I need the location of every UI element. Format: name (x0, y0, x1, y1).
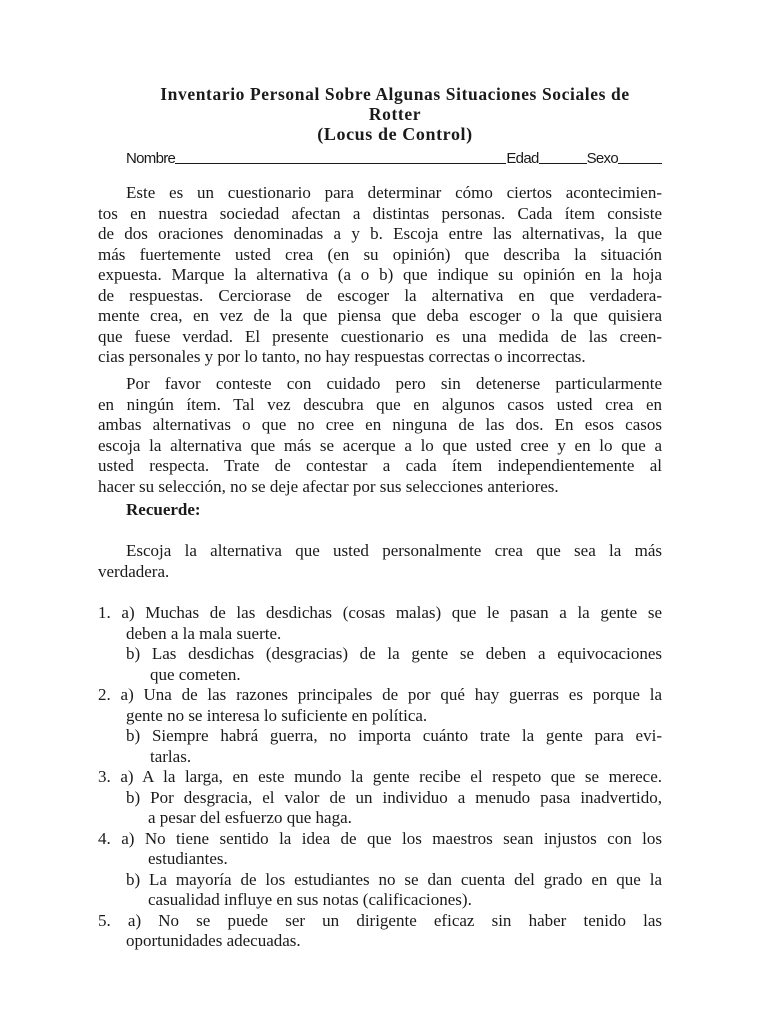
nombre-label: Nombre (126, 150, 176, 167)
intro-line: más fuertemente usted crea (en su opinión) que describa la situación (98, 244, 662, 264)
questionnaire-item-line (98, 911, 662, 932)
intro-line: ambas alternativas o que no cree en ninguna de las dos. En esos casos (98, 415, 662, 434)
questionnaire-item-line (98, 747, 662, 768)
respondent-fields (126, 147, 662, 167)
instruction-line: verdadera. (98, 561, 170, 581)
questionnaire-item-text: estudiantes. (148, 849, 228, 868)
questionnaire-item-line (98, 767, 662, 788)
edad-blank[interactable] (539, 149, 587, 164)
intro-line: Este es un cuestionario para determinar cómo ciertos acontecimien- (126, 183, 662, 202)
intro-line: tos en nuestra sociedad afectan a distintas personas. Cada ítem consiste (98, 203, 662, 223)
questionnaire-item-line (98, 849, 662, 870)
questionnaire-item-line (98, 665, 662, 686)
questionnaire-item-line (98, 931, 662, 952)
questionnaire-item-line (98, 808, 662, 829)
questionnaire-item-text: b) Por desgracia, el valor de un individuo a menudo pasa inadvertido, (126, 787, 662, 807)
document-title-line-2: Rotter (368, 104, 422, 124)
questionnaire-item-text: b) La mayoría de los estudiantes no se dan cuenta del grado en que la (126, 869, 662, 889)
instruction-line: Escoja la alternativa que usted personalmente crea que sea la más (126, 541, 662, 560)
questionnaire-item-line (98, 890, 662, 911)
questionnaire-item-line (98, 685, 662, 706)
questionnaire-item-text: 5. a) No se puede ser un dirigente eficaz sin haber tenido las (98, 910, 662, 930)
intro-line: de respuestas. Cerciorase de escoger la alternativa en que verdadera- (98, 285, 662, 305)
intro-line: escoja la alternativa que más se acerque a lo que usted cree y en lo que a (98, 435, 662, 455)
intro-line: de dos oraciones denominadas a y b. Escoja entre las alternativas, la que (98, 224, 662, 243)
questionnaire-item-line (98, 870, 662, 891)
questionnaire-item-text: tarlas. (150, 746, 192, 766)
intro-paragraph-2 (98, 374, 662, 497)
questionnaire-item-text: gente no se interesa lo suficiente en política. (126, 705, 428, 725)
questionnaire-item-text: casualidad influye en sus notas (calificaciones). (148, 890, 472, 909)
recuerde-heading: Recuerde: (126, 500, 201, 519)
edad-label: Edad (506, 150, 539, 167)
questionnaire-item-line (98, 624, 662, 645)
intro-line: hacer su selección, no se deje afectar por sus selecciones anteriores. (98, 476, 559, 496)
questionnaire-item-text: oportunidades adecuadas. (126, 931, 301, 950)
questionnaire-item-text: b) Siempre habrá guerra, no importa cuánto trate la gente para evi- (126, 726, 662, 745)
sexo-label: Sexo (586, 150, 618, 167)
questionnaire-item-text: a pesar del esfuerzo que haga. (148, 808, 352, 827)
questionnaire-item-line (98, 829, 662, 850)
questionnaire-item-line (98, 603, 662, 624)
document-title-line-1: Inventario Personal Sobre Algunas Situaciones Sociales de (160, 84, 630, 104)
sexo-blank[interactable] (618, 149, 662, 164)
nombre-blank[interactable] (175, 149, 506, 164)
intro-paragraph-1 (98, 183, 662, 368)
questionnaire-items (98, 603, 662, 952)
intro-line: usted respecta. Trate de contestar a cada ítem independientemente al (98, 456, 662, 475)
questionnaire-item-text: 2. a) Una de las razones principales de por qué hay guerras es porque la (98, 685, 662, 704)
questionnaire-item-text: b) Las desdichas (desgracias) de la gente se deben a equivocaciones (126, 644, 662, 663)
intro-line: que fuese verdad. El presente cuestionario es una medida de las creen- (98, 326, 662, 346)
questionnaire-item-text: 3. a) A la larga, en este mundo la gente recibe el respeto que se merece. (98, 767, 662, 786)
questionnaire-item-text: 1. a) Muchas de las desdichas (cosas malas) que le pasan a la gente se (98, 603, 662, 622)
questionnaire-item-line (98, 726, 662, 747)
intro-line: cias personales y por lo tanto, no hay respuestas correctas o incorrectas. (98, 347, 586, 366)
questionnaire-item-text: que cometen. (150, 664, 241, 684)
questionnaire-item-line (98, 706, 662, 727)
instruction-paragraph (98, 541, 662, 582)
questionnaire-item-line (98, 788, 662, 809)
questionnaire-item-text: 4. a) No tiene sentido la idea de que los maestros sean injustos con los (98, 828, 662, 848)
questionnaire-item-line (98, 644, 662, 665)
intro-line: expuesta. Marque la alternativa (a o b) que indique su opinión en la hoja (98, 265, 662, 284)
intro-line: Por favor conteste con cuidado pero sin detenerse particularmente (126, 374, 662, 393)
questionnaire-item-text: deben a la mala suerte. (126, 623, 282, 643)
document-subtitle: (Locus de Control) (317, 124, 473, 144)
intro-line: mente crea, en vez de la que piensa que deba escoger o la que quisiera (98, 306, 662, 325)
intro-line: en ningún ítem. Tal vez descubra que en algunos casos usted crea en (98, 394, 662, 414)
